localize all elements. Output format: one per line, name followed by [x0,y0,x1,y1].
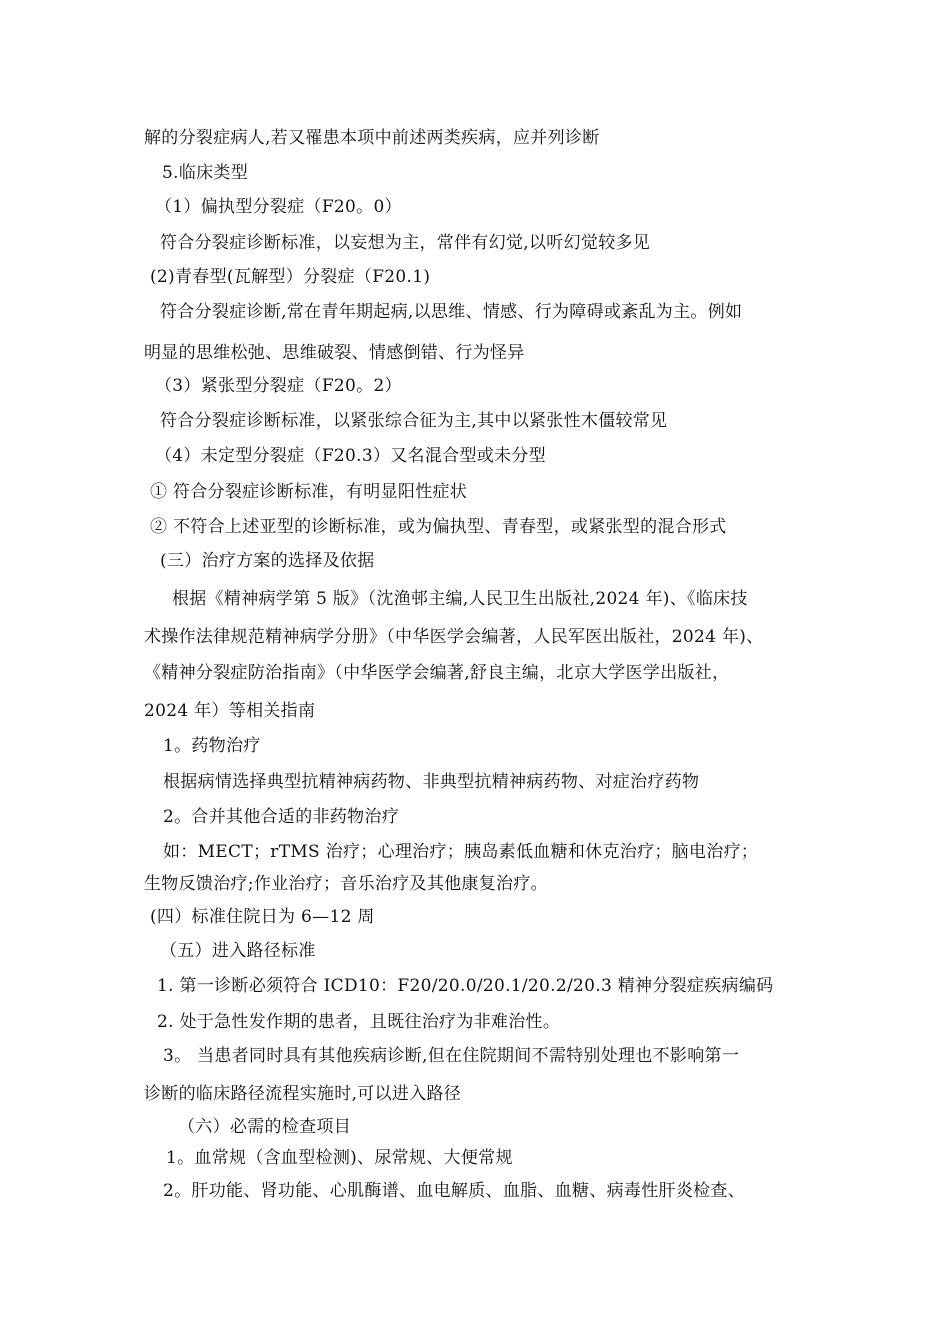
text-line: 如：MECT；rTMS 治疗；心理治疗；胰岛素低血糖和休克治疗；脑电治疗； [163,842,759,862]
subsection-heading: 1。药物治疗 [163,736,261,756]
text-line: 诊断的临床路径流程实施时,可以进入路径 [144,1084,462,1104]
section-heading: （六）必需的检查项目 [178,1117,351,1137]
section-heading: (三）治疗方案的选择及依据 [160,551,375,571]
subsection-heading: （4）未定型分裂症（F20.3）又名混合型或未分型 [155,446,546,466]
text-line: 符合分裂症诊断标准，以紧张综合征为主,其中以紧张性木僵较常见 [160,411,668,431]
text-line: 生物反馈治疗;作业治疗；音乐治疗及其他康复治疗。 [144,874,548,894]
section-heading: 5.临床类型 [162,163,249,183]
text-line: 《精神分裂症防治指南》（中华医学会编著,舒良主编，北京大学医学出版社， [144,663,730,683]
list-item: ② 不符合上述亚型的诊断标准，或为偏执型、青春型，或紧张型的混合形式 [150,517,727,537]
text-line: 符合分裂症诊断,常在青年期起病,以思维、情感、行为障碍或紊乱为主。例如 [160,302,743,322]
section-heading: （五）进入路径标准 [160,941,316,961]
list-item: ① 符合分裂症诊断标准，有明显阳性症状 [150,482,468,502]
list-item: 2。肝功能、肾功能、心肌酶谱、血电解质、血脂、血糖、病毒性肝炎检查、 [163,1181,746,1201]
subsection-heading: （1）偏执型分裂症（F20。0） [155,197,402,217]
text-line: 术操作法律规范精神病学分册》（中华医学会编著，人民军医出版社，2024 年)、 [144,627,764,647]
list-item: 3。 当患者同时具有其他疾病诊断,但在住院期间不需特别处理也不影响第一 [163,1046,740,1066]
text-line: 符合分裂症诊断标准，以妄想为主，常伴有幻觉,以听幻觉较多见 [160,233,651,253]
text-line: 解的分裂症病人,若又罹患本项中前述两类疾病，应并列诊断 [144,128,600,148]
subsection-heading: （3）紧张型分裂症（F20。2） [155,376,402,396]
list-item: 1。血常规（含血型检测)、尿常规、大便常规 [166,1148,513,1168]
list-item: 2. 处于急性发作期的患者，且既往治疗为非难治性。 [157,1012,561,1032]
text-line: 根据《精神病学第 5 版》（沈渔邨主编,人民卫生出版社,2024 年)、《临床技 [172,589,748,609]
text-line: 2024 年）等相关指南 [144,701,316,721]
text-line: 根据病情选择典型抗精神病药物、非典型抗精神病药物、对症治疗药物 [163,772,700,792]
subsection-heading: 2。合并其他合适的非药物治疗 [163,807,400,827]
subsection-heading: (2)青春型(瓦解型）分裂症（F20.1) [150,267,431,287]
section-heading: (四）标准住院日为 6—12 周 [150,907,375,927]
text-line: 明显的思维松弛、思维破裂、情感倒错、行为怪异 [144,343,525,363]
list-item: 1. 第一诊断必须符合 ICD10：F20/20.0/20.1/20.2/20.3 精神分裂症疾病编码 [157,976,774,996]
